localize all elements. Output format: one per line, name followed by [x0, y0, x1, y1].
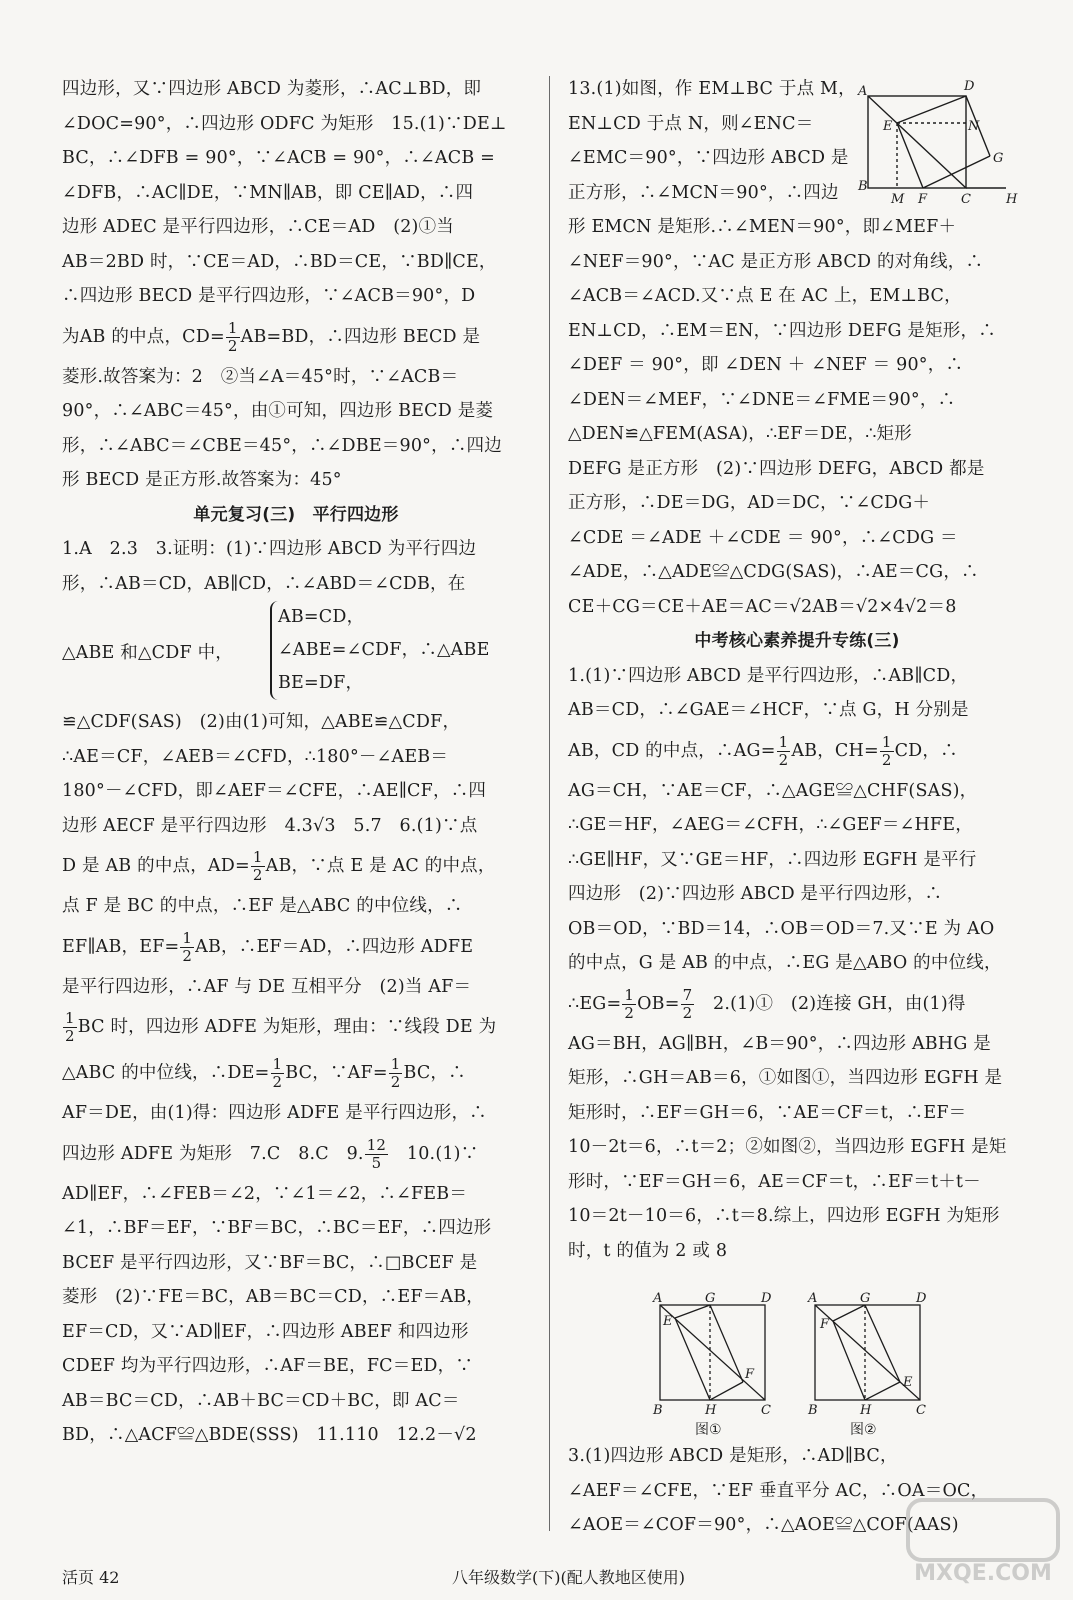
left-column — [62, 72, 530, 1453]
watermark-logo — [900, 1492, 1065, 1592]
fig-label: H — [860, 1403, 872, 1418]
text-line: AG＝BH，AG∥BH，∠B＝90°，∴四边形 ABHG 是 — [568, 1033, 991, 1054]
text-line: 四边形，又∵四边形 ABCD 为菱形，∴AC⊥BD，即 — [62, 79, 482, 99]
fig-label: N — [968, 119, 980, 134]
text-line: AB，CD 的中点，∴AG= $\frac{1}{2}$ AB，CH= $\frac{1}{2}$ CD，∴ — [568, 732, 958, 769]
text-line: ∠AEF＝∠CFE，∵EF 垂直平分 AC，∴OA＝OC， — [568, 1480, 989, 1501]
column-divider — [549, 76, 550, 1531]
fig-label: A — [858, 84, 868, 99]
fraction: $\frac{12}{5}$ — [366, 1135, 387, 1172]
fig-label: D — [916, 1291, 927, 1306]
fig-label: F — [918, 192, 928, 207]
text-line: D 是 AB 的中点，AD= $\frac{1}{2}$ AB，∵点 E 是 AC 的中点， — [62, 848, 496, 884]
text-line: 形 EMCN 是矩形.∴∠MEN＝90°，即∠MEF＋ — [568, 217, 957, 237]
text-line: ∠NEF＝90°，∵AC 是正方形 ABCD 的对角线，∴ — [568, 251, 984, 272]
text-line: 形时，∵EF＝GH＝6，AE＝CF＝t，∴EF＝t＋t－ — [568, 1171, 981, 1192]
fig-label: A — [653, 1291, 663, 1306]
fraction: $\frac{1}{2}$ — [272, 1055, 283, 1091]
text-line: △ABC 的中位线，∴DE= $\frac{1}{2}$ BC，∵AF= $\frac{1}{2}$ BC，∴ — [62, 1055, 466, 1091]
fig-label: D — [964, 79, 975, 94]
fraction: $\frac{1}{2}$ — [390, 1055, 401, 1091]
fig-label: D — [761, 1291, 772, 1306]
fraction: $\frac{1}{2}$ — [227, 318, 238, 355]
text-line: AF＝DE，由(1)得：四边形 ADFE 是平行四边形，∴ — [62, 1103, 487, 1123]
text-line: 的中点，G 是 AB 的中点，∴EG 是△ABO 的中位线， — [568, 953, 1002, 973]
text-line: 四边形 (2)∵四边形 ABCD 是平行四边形，∴ — [568, 884, 943, 904]
text-line: ∠ADE，∴△ADE≌△CDG(SAS)，∴AE＝CG，∴ — [568, 562, 979, 582]
text-line: BD，∴△ACF≌△BDE(SSS) 11.110 12.2－√2 — [62, 1425, 477, 1445]
fraction: $\frac{1}{2}$ — [182, 928, 193, 965]
fig-label: E — [903, 1375, 913, 1390]
text-line: ∠EMC＝90°，∵四边形 ABCD 是 — [568, 148, 849, 168]
fig-label: F — [745, 1367, 755, 1382]
fig-label: G — [860, 1291, 871, 1306]
text-line: ∠DOC=90°，∴四边形 ODFC 为矩形 15.(1)∵DE⊥ — [62, 113, 507, 134]
fig-label: G — [993, 151, 1004, 166]
fraction: $\frac{1}{2}$ — [624, 985, 635, 1022]
text-line: ∠AOE＝∠COF＝90°，∴△AOE≌△COF(AAS) — [568, 1515, 959, 1535]
fig-label: A — [808, 1291, 818, 1306]
text-line: EF∥AB，EF= $\frac{1}{2}$ AB，∴EF＝AD，∴四边形 ADFE — [62, 928, 474, 965]
fig-label: C — [761, 1403, 771, 1418]
text-line: 3.(1)四边形 ABCD 是矩形，∴AD∥BC， — [568, 1446, 898, 1466]
text-line: 为AB 的中点，CD= $\frac{1}{2}$ AB=BD，∴四边形 BECD 是 — [62, 318, 481, 355]
text-line: 菱形 (2)∵FE＝BC，AB＝BC＝CD，∴EF＝AB， — [62, 1287, 484, 1307]
rectangle-figures — [655, 1290, 955, 1440]
figure-caption: 图① — [695, 1422, 722, 1438]
text-line: 是平行四边形，∴AF 与 DE 互相平分 (2)当 AF＝ — [62, 976, 472, 997]
fraction: $\frac{7}{2}$ — [682, 985, 693, 1022]
fig-label: M — [891, 192, 905, 207]
text-line: 边形 ADEC 是平行四边形，∴CE＝AD (2)①当 — [62, 217, 454, 237]
text-line: OB＝OD，∵BD＝14，∴OB＝OD＝7.又∵E 为 AO — [568, 918, 995, 939]
text-line: 13.(1)如图，作 EM⊥BC 于点 M， — [568, 79, 856, 99]
text-line: ∠ACB＝∠ACD.又∵点 E 在 AC 上，EM⊥BC， — [568, 286, 962, 306]
text-line: 10－2t＝6，∴t＝2；②如图②，当四边形 EGFH 是矩 — [568, 1137, 1007, 1157]
text-line: CDEF 均为平行四边形，∴AF＝BE，FC＝ED，∵ — [62, 1356, 474, 1376]
text-line: EN⊥CD 于点 N，则∠ENC＝ — [568, 113, 814, 134]
brace-system: AB=CD， ∠ABE=∠CDF，∴△ABE BE=DF， — [270, 601, 490, 700]
svg-text:MXQE.COM: MXQE.COM — [914, 1561, 1052, 1586]
text-line: $\frac{1}{2}$ BC 时，四边形 ADFE 为矩形，理由：∵线段 DE 为 — [65, 1009, 497, 1045]
text-line: ∴四边形 BECD 是平行四边形，∵∠ACB＝90°，D — [62, 286, 476, 306]
text-line: ∴GE∥HF，又∵GE＝HF，∴四边形 EGFH 是平行 — [568, 849, 977, 870]
figure-caption: 图② — [850, 1422, 877, 1438]
text-line: 形，∴∠ABC＝∠CBE＝45°，∴∠DBE＝90°，∴四边 — [62, 435, 502, 456]
fig-label: B — [858, 179, 868, 194]
text-line: 矩形，∴GH＝AB＝6，①如图①，当四边形 EGFH 是 — [568, 1068, 1003, 1088]
text-line: EF＝CD，又∵AD∥EF，∴四边形 ABEF 和四边形 — [62, 1321, 469, 1342]
text-line: ∠DEN＝∠MEF，∵∠DNE＝∠FME＝90°，∴ — [568, 389, 956, 410]
fraction: $\frac{1}{2}$ — [252, 848, 263, 884]
text-line: 形 BECD 是正方形.故答案为：45° — [62, 470, 342, 490]
page-number: 活页 42 — [62, 1568, 120, 1587]
text-line: 时，t 的值为 2 或 8 — [568, 1240, 728, 1261]
text-line: 1.A 2.3 3.证明：(1)∵四边形 ABCD 为平行四边 — [62, 539, 477, 559]
fig-label: B — [808, 1403, 818, 1418]
text-line: ∠1，∴BF＝EF，∵BF＝BC，∴BC＝EF，∴四边形 — [62, 1218, 492, 1238]
text-line: ∠CDE ＝∠ADE ＋∠CDE ＝ 90°，∴∠CDG ＝ — [568, 527, 958, 548]
text-line: AB＝CD，∴∠GAE＝∠HCF，∵点 G，H 分别是 — [568, 700, 969, 720]
fig-label: E — [663, 1314, 673, 1329]
text-line: 菱形.故答案为：2 ②当∠A＝45°时，∵∠ACB＝ — [62, 366, 459, 387]
fig-label: E — [883, 119, 893, 134]
fig-label: C — [916, 1403, 926, 1418]
text-line: EN⊥CD，∴EM＝EN，∵四边形 DEFG 是矩形，∴ — [568, 320, 996, 341]
text-line: BCEF 是平行四边形，又∵BF＝BC，∴□BCEF 是 — [62, 1252, 478, 1273]
fig-label: G — [705, 1291, 716, 1306]
text-line: AB＝2BD 时，∵CE＝AD，∴BD＝CE，∵BD∥CE， — [62, 251, 497, 272]
fraction: $\frac{1}{2}$ — [778, 732, 789, 769]
text-line: 正方形，∴DE＝DG，AD＝DC，∵∠CDG＋ — [568, 493, 931, 513]
text-line: 四边形 ADFE 为矩形 7.C 8.C 9. $\frac{12}{5}$ 10.(1)∵ — [62, 1135, 479, 1172]
text-line: △DEN≌△FEM(ASA)，∴EF＝DE，∴矩形 — [568, 424, 912, 444]
text-line: ∴EG= $\frac{1}{2}$ OB= $\frac{7}{2}$ 2.(1)① (2)连接 GH，由(1)得 — [568, 985, 966, 1022]
text-line: AG＝CH，∵AE＝CF，∴△AGE≌△CHF(SAS)， — [568, 780, 978, 801]
text-line: 90°，∴∠ABC＝45°，由①可知，四边形 BECD 是菱 — [62, 401, 494, 421]
text-line: AD∥EF，∴∠FEB＝∠2，∵∠1＝∠2，∴∠FEB＝ — [62, 1183, 468, 1204]
book-title: 八年级数学(下)(配人教地区使用) — [452, 1568, 685, 1587]
text-line: ≌△CDF(SAS) (2)由(1)可知，△ABE≌△CDF， — [62, 712, 461, 732]
text-line: 正方形，∴∠MCN＝90°，∴四边 — [568, 182, 839, 203]
text-line: 形，∴AB＝CD，AB∥CD，∴∠ABD＝∠CDB，在 — [62, 573, 466, 594]
fraction: $\frac{1}{2}$ — [881, 732, 892, 769]
text-line: CE＋CG＝CE＋AE＝AC＝√2AB＝√2×4√2＝8 — [568, 596, 957, 617]
section-heading: 中考核心素养提升专练(三) — [694, 631, 900, 651]
text-line: 10＝2t－10＝6，∴t＝8.综上，四边形 EGFH 为矩形 — [568, 1206, 1000, 1226]
text-line: 边形 AECF 是平行四边形 4.3√3 5.7 6.(1)∵点 — [62, 815, 478, 836]
text-line: 点 F 是 BC 的中点，∴EF 是△ABC 的中位线，∴ — [62, 896, 463, 916]
fig-label: F — [820, 1317, 830, 1332]
text-line: ∴AE＝CF，∠AEB＝∠CFD，∴180°－∠AEB＝ — [62, 746, 449, 767]
equation-system: △ABE 和△CDF 中， AB=CD， ∠ABE=∠CDF，∴△ABE BE=DF， — [62, 601, 530, 705]
text-line: ∠DEF ＝ 90°，即 ∠DEN ＋ ∠NEF ＝ 90°，∴ — [568, 355, 964, 375]
text-line: ∠DFB，∴AC∥DE，∵MN∥AB，即 CE∥AD，∴四 — [62, 182, 474, 203]
fig-label: H — [705, 1403, 717, 1418]
section-heading: 单元复习(三) 平行四边形 — [193, 504, 399, 525]
fig-label: H — [1006, 192, 1018, 207]
fig-label: B — [653, 1403, 663, 1418]
text-line: 1.(1)∵四边形 ABCD 是平行四边形，∴AB∥CD， — [568, 665, 969, 686]
square-figure — [858, 78, 1028, 208]
text-line: AB＝BC＝CD，∴AB＋BC＝CD＋BC，即 AC＝ — [62, 1390, 460, 1411]
text-line: 矩形时，∴EF＝GH＝6，∵AE＝CF＝t，∴EF＝ — [568, 1102, 967, 1123]
text-line: BC，∴∠DFB = 90°，∵∠ACB = 90°，∴∠ACB = — [62, 148, 496, 168]
fig-label: C — [961, 192, 971, 207]
text-line: DEFG 是正方形 (2)∵四边形 DEFG，ABCD 都是 — [568, 458, 985, 479]
text-line: 180°－∠CFD，即∠AEF＝∠CFE，∴AE∥CF，∴四 — [62, 781, 487, 801]
fraction: $\frac{1}{2}$ — [65, 1009, 75, 1045]
text-line: ∴GE＝HF，∠AEG＝∠CFH，∴∠GEF＝∠HFE， — [568, 815, 973, 835]
